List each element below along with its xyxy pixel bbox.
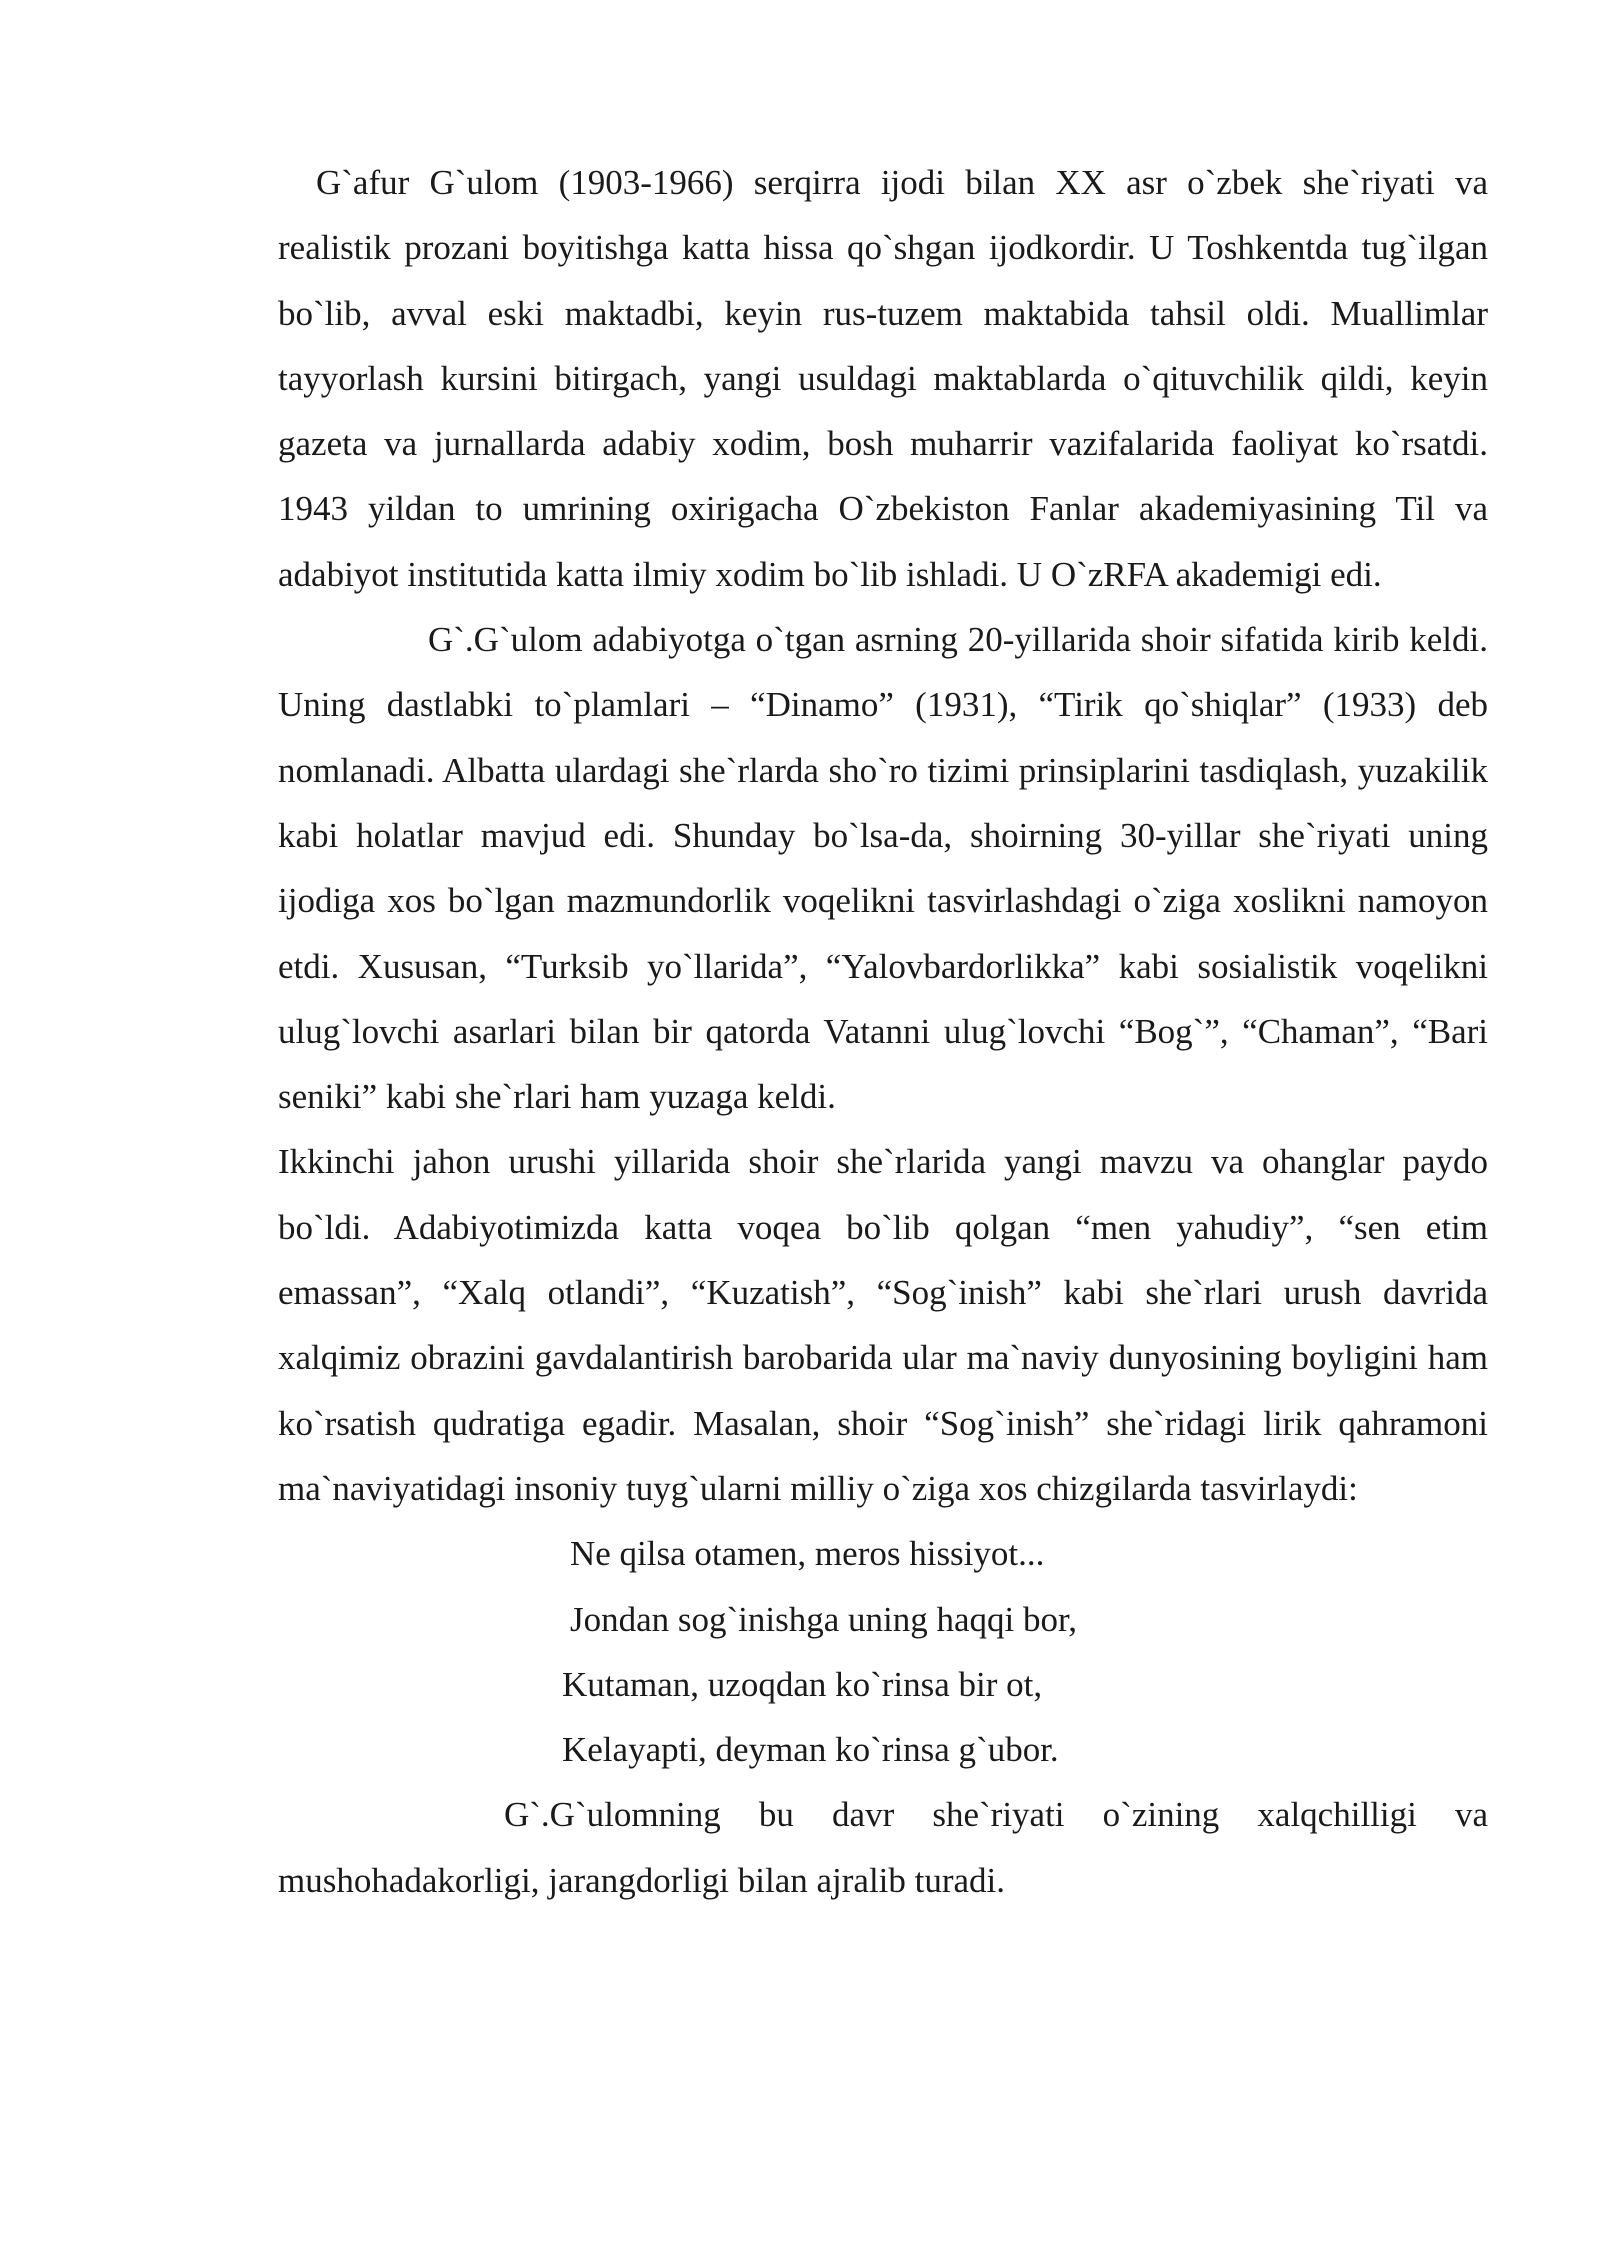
document-body bbox=[278, 150, 1488, 1913]
poem-line: Ne qilsa otamen, meros hissiyot... bbox=[570, 1534, 1045, 1574]
paragraph-biography: G`afur G`ulom (1903-1966) serqirra ijodi bilan XX asr o`zbek she`riyati va realistik prozani boyitishga katta hissa qo`shgan ijodkordir. U Toshkentda tug`ilgan bo`lib, avval eski maktadbi, keyin rus-tuzem maktabida tahsil oldi. Muallimlar tayyorlash kursini bitirgach, yangi usuldagi maktablarda o`qituvchilik qildi, keyin gazeta va jurnallarda adabiy xodim, bosh muharrir vazifalarida faoliyat ko`rsatdi. 1943 yildan to umrining oxirigacha O`zbekiston Fanlar akademiyasining Til va adabiyot institutida katta ilmiy xodim bo`lib ishladi. U O`zRFA akademigi edi. bbox=[278, 163, 1488, 594]
paragraph-closing: G`.G`ulomning bu davr she`riyati o`zining xalqchilligi va mushohadakorligi, jarangdorligi bilan ajralib turadi. bbox=[278, 1795, 1488, 1900]
poem-line: Jondan sog`inishga uning haqqi bor, bbox=[570, 1599, 1078, 1639]
paragraph-war-poetry: Ikkinchi jahon urushi yillarida shoir she`rlarida yangi mavzu va ohanglar paydo bo`ldi. Adabiyotimizda katta voqea bo`lib qolgan “men yahudiy”, “sen etim emassan”, “Xalq otlandi”, “Kuzatish”, “Sog`inish” kabi she`rlari urush davrida xalqimiz obrazini gavdalantirish barobarida ular ma`naviy dunyosining boyligini ham ko`rsatish qudratiga egadir. Masalan, shoir “Sog`inish” she`ridagi lirik qahramoni ma`naviyatidagi insoniy tuyg`ularni milliy o`ziga xos chizgilarda tasvirlaydi: bbox=[278, 1142, 1488, 1508]
poem-line: Kutaman, uzoqdan ko`rinsa bir ot, bbox=[562, 1664, 1043, 1704]
paragraph-early-poetry: G`.G`ulom adabiyotga o`tgan asrning 20-yillarida shoir sifatida kirib keldi. Uning dastlabki to`plamlari – “Dinamo” (1931), “Tirik qo`shiqlar” (1933) deb nomlanadi. Albatta ulardagi she`rlarda sho`ro tizimi prinsiplarini tasdiqlash, yuzakilik kabi holatlar mavjud edi. Shunday bo`lsa-da, shoirning 30-yillar she`riyati uning ijodiga xos bo`lgan mazmundorlik voqelikni tasvirlashdagi o`ziga xoslikni namoyon etdi. Xususan, “Turksib yo`llarida”, “Yalovbardorlikka” kabi sosialistik voqelikni ulug`lovchi asarlari bilan bir qatorda Vatanni ulug`lovchi “Bog`”, “Chaman”, “Bari seniki” kabi she`rlari ham yuzaga keldi. bbox=[278, 620, 1488, 1117]
poem-excerpt bbox=[278, 1521, 1488, 1782]
poem-line: Kelayapti, deyman ko`rinsa g`ubor. bbox=[562, 1730, 1059, 1770]
